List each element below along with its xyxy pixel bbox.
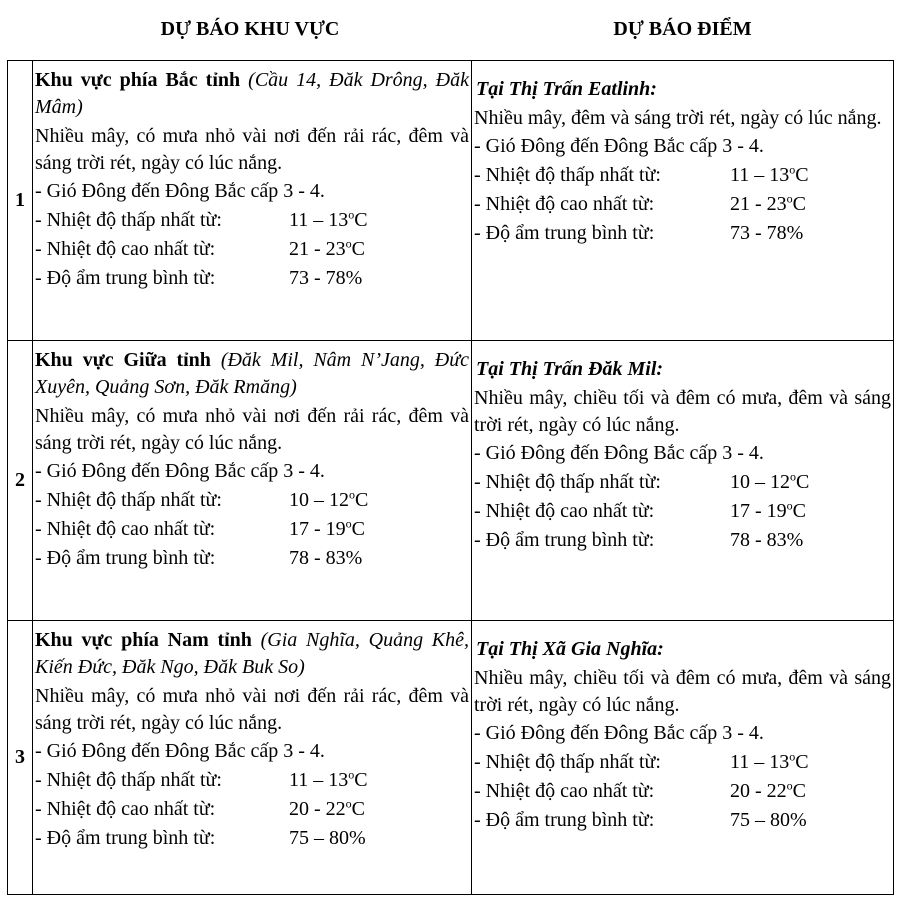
point-max-temp-label: - Nhiệt độ cao nhất từ: xyxy=(474,500,655,522)
row-number-text: 2 xyxy=(15,469,25,491)
area-title xyxy=(33,627,471,681)
area-wind: - Gió Đông đến Đông Bắc cấp 3 - 4. xyxy=(35,460,325,482)
point-max-temp xyxy=(472,777,893,806)
point-min-temp xyxy=(472,468,893,497)
area-min-temp-value: 11 – 13$^o$C xyxy=(289,767,368,791)
area-forecast-cell xyxy=(33,341,472,621)
area-humidity xyxy=(33,544,471,573)
area-places: (Cầu 14, Đăk Drông, Đăk Mâm) xyxy=(35,69,470,118)
area-places: (Gia Nghĩa, Quảng Khê, Kiến Đức, Đăk Ngo, Đăk Buk So) xyxy=(35,629,470,678)
area-places: (Đăk Mil, Nâm N’Jang, Đức Xuyên, Quảng Sơn, Đăk Rmăng) xyxy=(35,349,469,398)
point-name: Tại Thị Trấn Đăk Mil: xyxy=(476,358,664,380)
area-min-temp-value: 10 – 12$^o$C xyxy=(289,487,369,511)
area-max-temp-value: 20 - 22$^o$C xyxy=(289,796,366,820)
point-min-temp-label: - Nhiệt độ thấp nhất từ: xyxy=(474,751,661,773)
point-wind: - Gió Đông đến Đông Bắc cấp 3 - 4. xyxy=(474,135,764,157)
area-title xyxy=(33,67,471,121)
area-min-temp xyxy=(33,766,471,795)
point-forecast-cell xyxy=(472,621,894,895)
point-max-temp-value: 21 - 23$^o$C xyxy=(730,191,807,215)
area-description: Nhiều mây, có mưa nhỏ vài nơi đến rải rác, đêm và sáng trời rét, ngày có lúc nắng. xyxy=(35,685,469,734)
point-name: Tại Thị Xã Gia Nghĩa: xyxy=(476,638,664,660)
point-forecast-cell xyxy=(472,341,894,621)
table-row xyxy=(8,341,894,621)
point-max-temp-label: - Nhiệt độ cao nhất từ: xyxy=(474,193,655,215)
row-number-text: 1 xyxy=(15,189,25,211)
area-wind: - Gió Đông đến Đông Bắc cấp 3 - 4. xyxy=(35,740,325,762)
row-number xyxy=(8,61,33,341)
point-humidity-label: - Độ ẩm trung bình từ: xyxy=(474,529,655,551)
area-humidity-value: 78 - 83% xyxy=(289,547,363,569)
area-humidity xyxy=(33,264,471,293)
area-min-temp-label: - Nhiệt độ thấp nhất từ: xyxy=(35,489,222,511)
header-area-forecast: DỰ BÁO KHU VỰC xyxy=(160,18,340,40)
forecast-table xyxy=(7,60,894,895)
point-max-temp-value: 20 - 22$^o$C xyxy=(730,778,807,802)
area-description: Nhiều mây, có mưa nhỏ vài nơi đến rải rác, đêm và sáng trời rét, ngày có lúc nắng. xyxy=(35,125,469,174)
point-humidity-value: 75 – 80% xyxy=(730,809,807,831)
area-name: Khu vực phía Nam tỉnh xyxy=(35,629,252,651)
point-max-temp-value: 17 - 19$^o$C xyxy=(730,498,807,522)
area-max-temp-label: - Nhiệt độ cao nhất từ: xyxy=(35,518,216,540)
area-description: Nhiều mây, có mưa nhỏ vài nơi đến rải rác, đêm và sáng trời rét, ngày có lúc nắng. xyxy=(35,405,469,454)
row-number xyxy=(8,621,33,895)
area-max-temp xyxy=(33,795,471,824)
point-min-temp xyxy=(472,161,893,190)
point-description: Nhiều mây, đêm và sáng trời rét, ngày có lúc nắng. xyxy=(474,107,882,129)
point-forecast-cell xyxy=(472,61,894,341)
area-max-temp xyxy=(33,515,471,544)
point-humidity xyxy=(472,526,893,555)
table-row xyxy=(8,61,894,341)
point-humidity-value: 78 - 83% xyxy=(730,529,804,551)
row-number-text: 3 xyxy=(15,746,25,768)
point-humidity xyxy=(472,806,893,835)
point-humidity xyxy=(472,219,893,248)
area-max-temp-label: - Nhiệt độ cao nhất từ: xyxy=(35,238,216,260)
point-min-temp xyxy=(472,748,893,777)
area-min-temp xyxy=(33,206,471,235)
area-humidity-label: - Độ ẩm trung bình từ: xyxy=(35,267,216,289)
point-min-temp-label: - Nhiệt độ thấp nhất từ: xyxy=(474,471,661,493)
area-max-temp-label: - Nhiệt độ cao nhất từ: xyxy=(35,798,216,820)
point-min-temp-value: 11 – 13$^o$C xyxy=(730,162,809,186)
point-humidity-label: - Độ ẩm trung bình từ: xyxy=(474,809,655,831)
point-humidity-value: 73 - 78% xyxy=(730,222,804,244)
area-humidity-value: 73 - 78% xyxy=(289,267,363,289)
point-max-temp xyxy=(472,190,893,219)
point-description: Nhiều mây, chiều tối và đêm có mưa, đêm và sáng trời rét, ngày có lúc nắng. xyxy=(474,387,891,436)
area-humidity xyxy=(33,824,471,853)
area-min-temp-value: 11 – 13$^o$C xyxy=(289,207,368,231)
area-name: Khu vực Giữa tỉnh xyxy=(35,349,211,371)
table-row xyxy=(8,621,894,895)
header-point-forecast: DỰ BÁO ĐIỂM xyxy=(613,18,752,40)
area-min-temp-label: - Nhiệt độ thấp nhất từ: xyxy=(35,769,222,791)
point-wind: - Gió Đông đến Đông Bắc cấp 3 - 4. xyxy=(474,442,764,464)
point-min-temp-value: 10 – 12$^o$C xyxy=(730,469,810,493)
area-max-temp-value: 21 - 23$^o$C xyxy=(289,236,366,260)
point-humidity-label: - Độ ẩm trung bình từ: xyxy=(474,222,655,244)
point-max-temp xyxy=(472,497,893,526)
point-description: Nhiều mây, chiều tối và đêm có mưa, đêm và sáng trời rét, ngày có lúc nắng. xyxy=(474,667,891,716)
area-max-temp xyxy=(33,235,471,264)
point-name: Tại Thị Trấn Eatlinh: xyxy=(476,78,657,100)
row-number xyxy=(8,341,33,621)
point-wind: - Gió Đông đến Đông Bắc cấp 3 - 4. xyxy=(474,722,764,744)
area-name: Khu vực phía Bắc tỉnh xyxy=(35,69,241,91)
area-wind: - Gió Đông đến Đông Bắc cấp 3 - 4. xyxy=(35,180,325,202)
point-min-temp-value: 11 – 13$^o$C xyxy=(730,749,809,773)
area-forecast-cell xyxy=(33,61,472,341)
area-humidity-value: 75 – 80% xyxy=(289,827,366,849)
area-title xyxy=(33,347,471,401)
point-max-temp-label: - Nhiệt độ cao nhất từ: xyxy=(474,780,655,802)
area-max-temp-value: 17 - 19$^o$C xyxy=(289,516,366,540)
area-humidity-label: - Độ ẩm trung bình từ: xyxy=(35,827,216,849)
area-min-temp xyxy=(33,486,471,515)
area-humidity-label: - Độ ẩm trung bình từ: xyxy=(35,547,216,569)
area-forecast-cell xyxy=(33,621,472,895)
point-min-temp-label: - Nhiệt độ thấp nhất từ: xyxy=(474,164,661,186)
area-min-temp-label: - Nhiệt độ thấp nhất từ: xyxy=(35,209,222,231)
